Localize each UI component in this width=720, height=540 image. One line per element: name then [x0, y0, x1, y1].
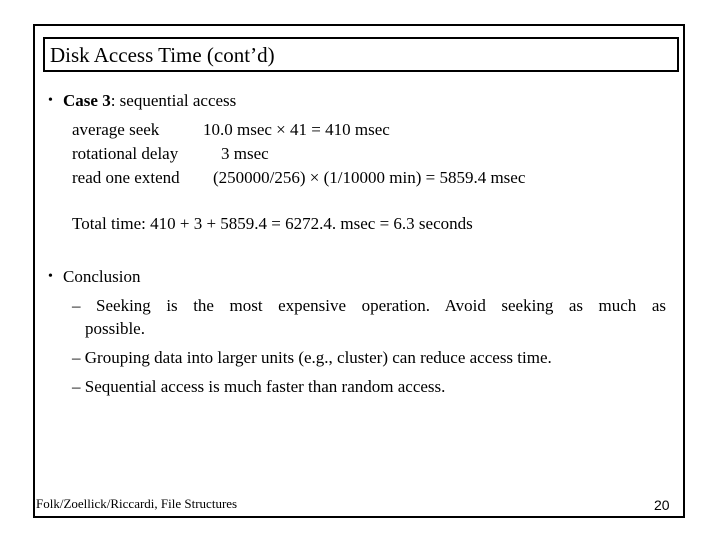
bullet-case3: • [48, 93, 53, 108]
case3-line [63, 90, 236, 112]
conclusion-item-3: – Sequential access is much faster than random access. [72, 377, 446, 396]
rotational-value: 3 msec [221, 144, 269, 163]
seek-label: average seek [72, 120, 160, 139]
rotational-label: rotational delay [72, 144, 179, 163]
case3-rest: : sequential access [110, 91, 237, 110]
conclusion-item-1-cont: possible. [85, 319, 145, 338]
read-label: read one extend [72, 168, 180, 187]
bullet-conclusion: • [48, 269, 53, 284]
seek-value: 10.0 msec × 41 = 410 msec [203, 120, 390, 139]
read-value: (250000/256) × (1/10000 min) = 5859.4 msec [213, 168, 526, 187]
total-time: Total time: 410 + 3 + 5859.4 = 6272.4. msec = 6.3 seconds [72, 214, 473, 233]
page-number: 20 [654, 497, 670, 513]
footer-credit: Folk/Zoellick/Riccardi, File Structures [36, 496, 238, 511]
conclusion-item-2: – Grouping data into larger units (e.g., cluster) can reduce access time. [72, 348, 552, 367]
conclusion-item-1: – Seeking is the most expensive operation. Avoid seeking as much as [72, 296, 666, 315]
slide-title: Disk Access Time (cont’d) [50, 43, 275, 67]
conclusion-heading: Conclusion [63, 267, 141, 286]
case3-label: Case 3 [63, 91, 111, 110]
